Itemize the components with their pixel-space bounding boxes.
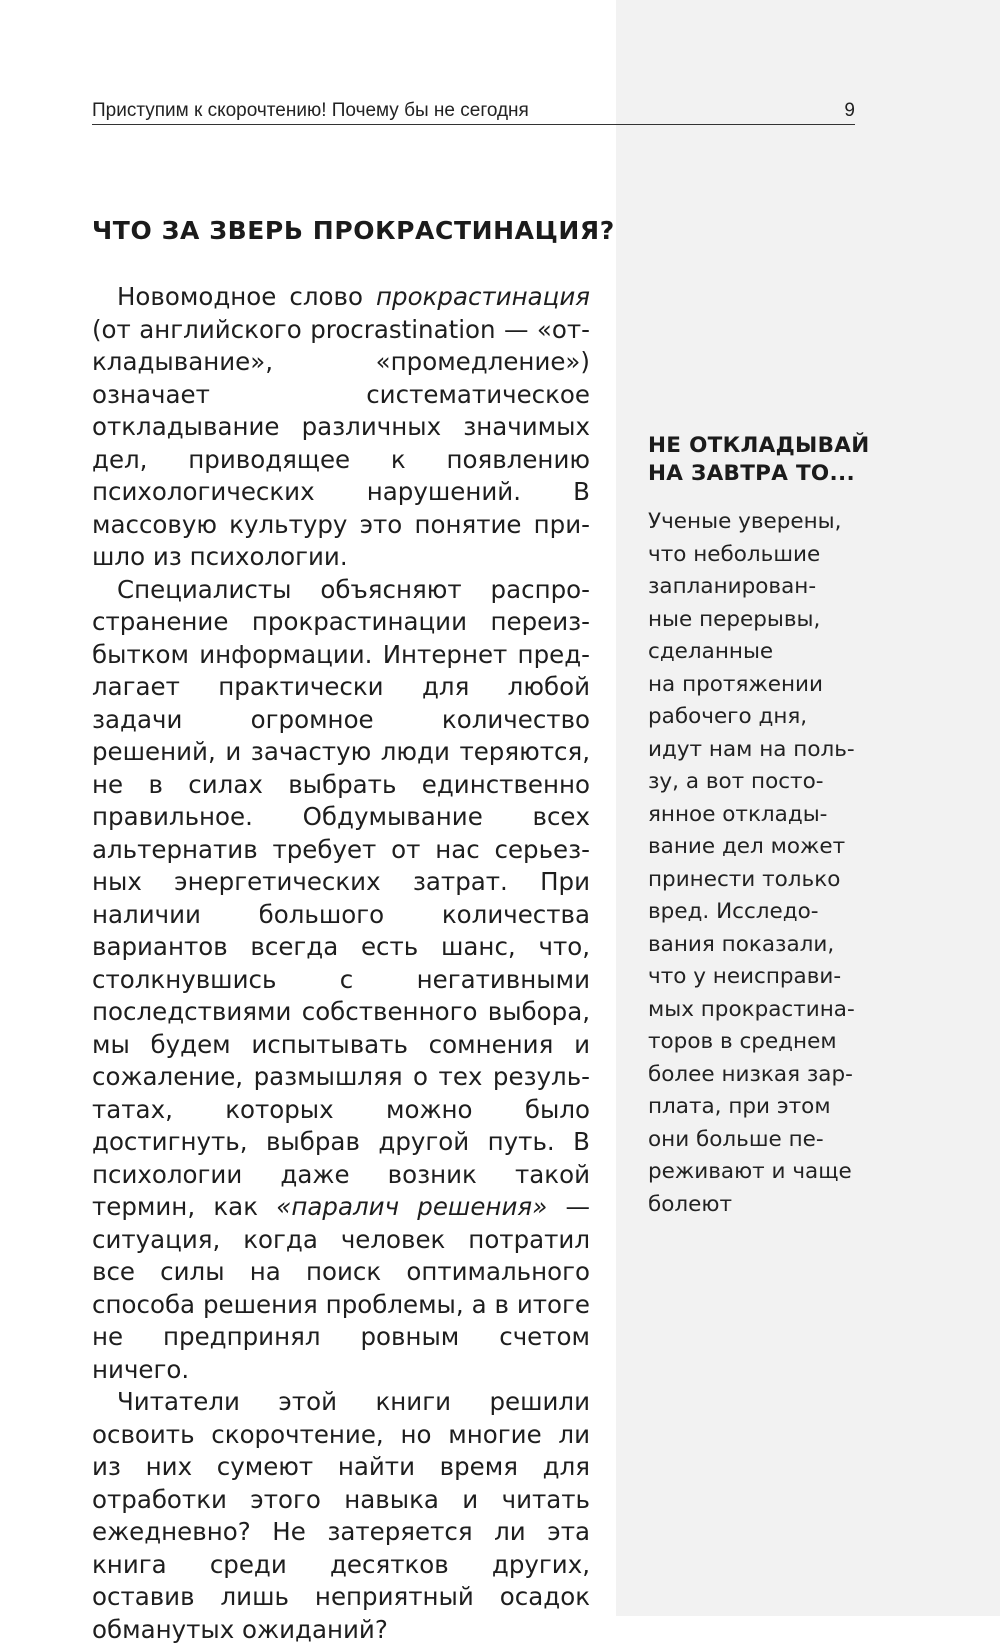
sidebar-line: более низкая зар- [648,1061,853,1087]
sidebar-title: НЕ ОТКЛАДЫВАЙ НА ЗАВТРА ТО... [648,433,870,486]
sidebar-line: плата, при этом [648,1094,831,1119]
sidebar-line: принести только [648,866,841,892]
sidebar-line: ные перерывы, [648,606,821,632]
paragraph-1-start: Новомодное слово [117,282,377,311]
main-text-column [92,214,615,1646]
sidebar-line: реживают и чаще [648,1159,852,1184]
sidebar-line: вание дел может [648,834,846,859]
sidebar-note [648,432,870,1221]
sidebar-line: вред. Исследо- [648,899,819,924]
sidebar-line: идут нам на поль- [648,736,855,762]
page-number: 9 [844,100,855,121]
sidebar-line: сделанные [648,639,774,664]
paragraph-3: Читатели этой книги решили освоить скорочтение, но многие ли из них сумеют найти время для отработки этого навыка и читать ежедневно? Не затеряется ли эта книга среди десятков других, оставив лишь неприятный осадок обманутых ожиданий? [92,1387,590,1644]
paragraph-1-term: прокрастинация [376,282,590,311]
sidebar-text [648,506,870,1221]
paragraph-2-start: Специалисты объясняют распространение прокрастинации переизбытком информации. Интернет предлагает практически для любой задачи огромное количество решений, и зачастую люди теряются, не в силах выбрать единственно правильное. Обдумывание всех альтернатив требует от нас серьезных энергетических затрат. При наличии большого количества вариантов всегда есть шанс, что, столкнувшись с негативными последствиями собственного выбора, мы будем испытывать сомнения и сожаление, размышляя о тех результатах, которых можно было достигнуть, выбрав другой путь. В психологии даже возник такой термин, как [92,574,590,1221]
paragraph-2 [92,574,590,1387]
sidebar-line: янное отклады- [648,801,828,827]
sidebar-line: вания показали, [648,931,835,957]
sidebar-line: они больше пе- [648,1126,824,1152]
running-title: Приступим к скорочтению! Почему бы не сегодня [92,100,529,121]
sidebar-line: запланирован- [648,574,817,599]
sidebar-line: что небольшие [648,541,821,567]
paragraph-2-term: «паралич решения» [276,1192,548,1221]
paragraph-2-rest: — ситуация, когда человек потратил все силы на поиск оптимального способа решения проблемы, а в итоге не предпринял ровным счетом ничего. [92,1192,591,1384]
paragraph-1 [92,281,590,574]
sidebar-line: мых прокрастина- [648,996,855,1022]
sidebar-line: рабочего дня, [648,704,808,729]
sidebar-line: на протяжении [648,671,823,697]
paragraph-1-rest: (от английского procrastination — «откладывание», «промедление») означает систематическое откладывание различных значимых дел, приводящее к появлению психологических нарушений. В массовую культуру это понятие пришло из психологии. [92,314,590,571]
sidebar-line: зу, а вот посто- [648,769,824,794]
header-rule [92,124,855,125]
chapter-title: ЧТО ЗА ЗВЕРЬ ПРОКРАСТИНАЦИЯ? [92,216,615,245]
sidebar-line: что у неисправи- [648,964,842,989]
sidebar-line: болеют [648,1191,733,1217]
running-header [92,98,855,124]
sidebar-line: Ученые уверены, [648,509,842,534]
sidebar-line: торов в среднем [648,1029,837,1054]
